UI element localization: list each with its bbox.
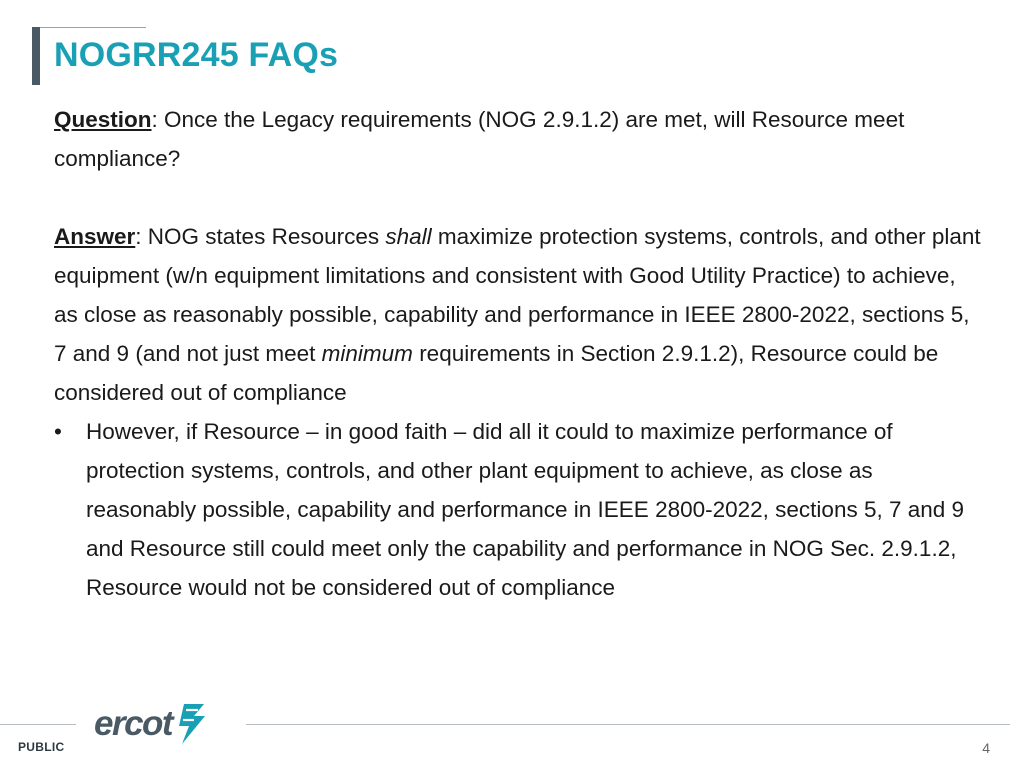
classification-label: PUBLIC bbox=[18, 740, 65, 754]
bullet-marker: • bbox=[54, 419, 62, 444]
lightning-bolt-icon bbox=[172, 702, 210, 746]
paragraph-gap bbox=[54, 178, 984, 217]
footer-rule-left bbox=[0, 724, 76, 725]
question-paragraph bbox=[54, 100, 984, 178]
ercot-logo bbox=[94, 702, 210, 746]
answer-emphasis-shall: shall bbox=[385, 224, 432, 249]
logo-wordmark: ercot bbox=[94, 704, 173, 743]
bullet-text: However, if Resource – in good faith – did all it could to maximize performance of protection systems, controls, and other plant equipment to achieve, as close as reasonably possible, capability and performance in IEEE 2800-2022, sections 5, 7 and 9 and Resource still could meet only the capability and performance in NOG Sec. 2.9.1.2, Resource would not be considered out of compliance bbox=[86, 419, 965, 600]
title-top-rule bbox=[38, 27, 146, 28]
slide-title: NOGRR245 FAQs bbox=[54, 36, 339, 74]
bullet-item bbox=[54, 412, 984, 607]
page-number: 4 bbox=[982, 740, 990, 756]
answer-text-part-1: : NOG states Resources bbox=[135, 224, 386, 249]
answer-paragraph bbox=[54, 217, 984, 412]
answer-label: Answer bbox=[54, 224, 136, 249]
answer-text-part-3: requirements in Section 2.9.1.2), Resource could be considered out of compliance bbox=[54, 341, 939, 405]
title-accent-bar bbox=[32, 27, 40, 85]
footer-rule-right bbox=[246, 724, 1010, 725]
answer-text-part-2: maximize protection systems, controls, and other plant equipment (w/n equipment limitations and consistent with Good Utility Practice) to achieve, as close as reasonably possible, capability and performance in IEEE 2800-2022, sections 5, 7 and 9 (and not just meet bbox=[54, 224, 981, 366]
question-text: : Once the Legacy requirements (NOG 2.9.1.2) are met, will Resource meet compliance? bbox=[54, 107, 905, 171]
slide-body bbox=[54, 100, 984, 607]
answer-emphasis-minimum: minimum bbox=[321, 341, 413, 366]
question-label: Question bbox=[54, 107, 152, 132]
